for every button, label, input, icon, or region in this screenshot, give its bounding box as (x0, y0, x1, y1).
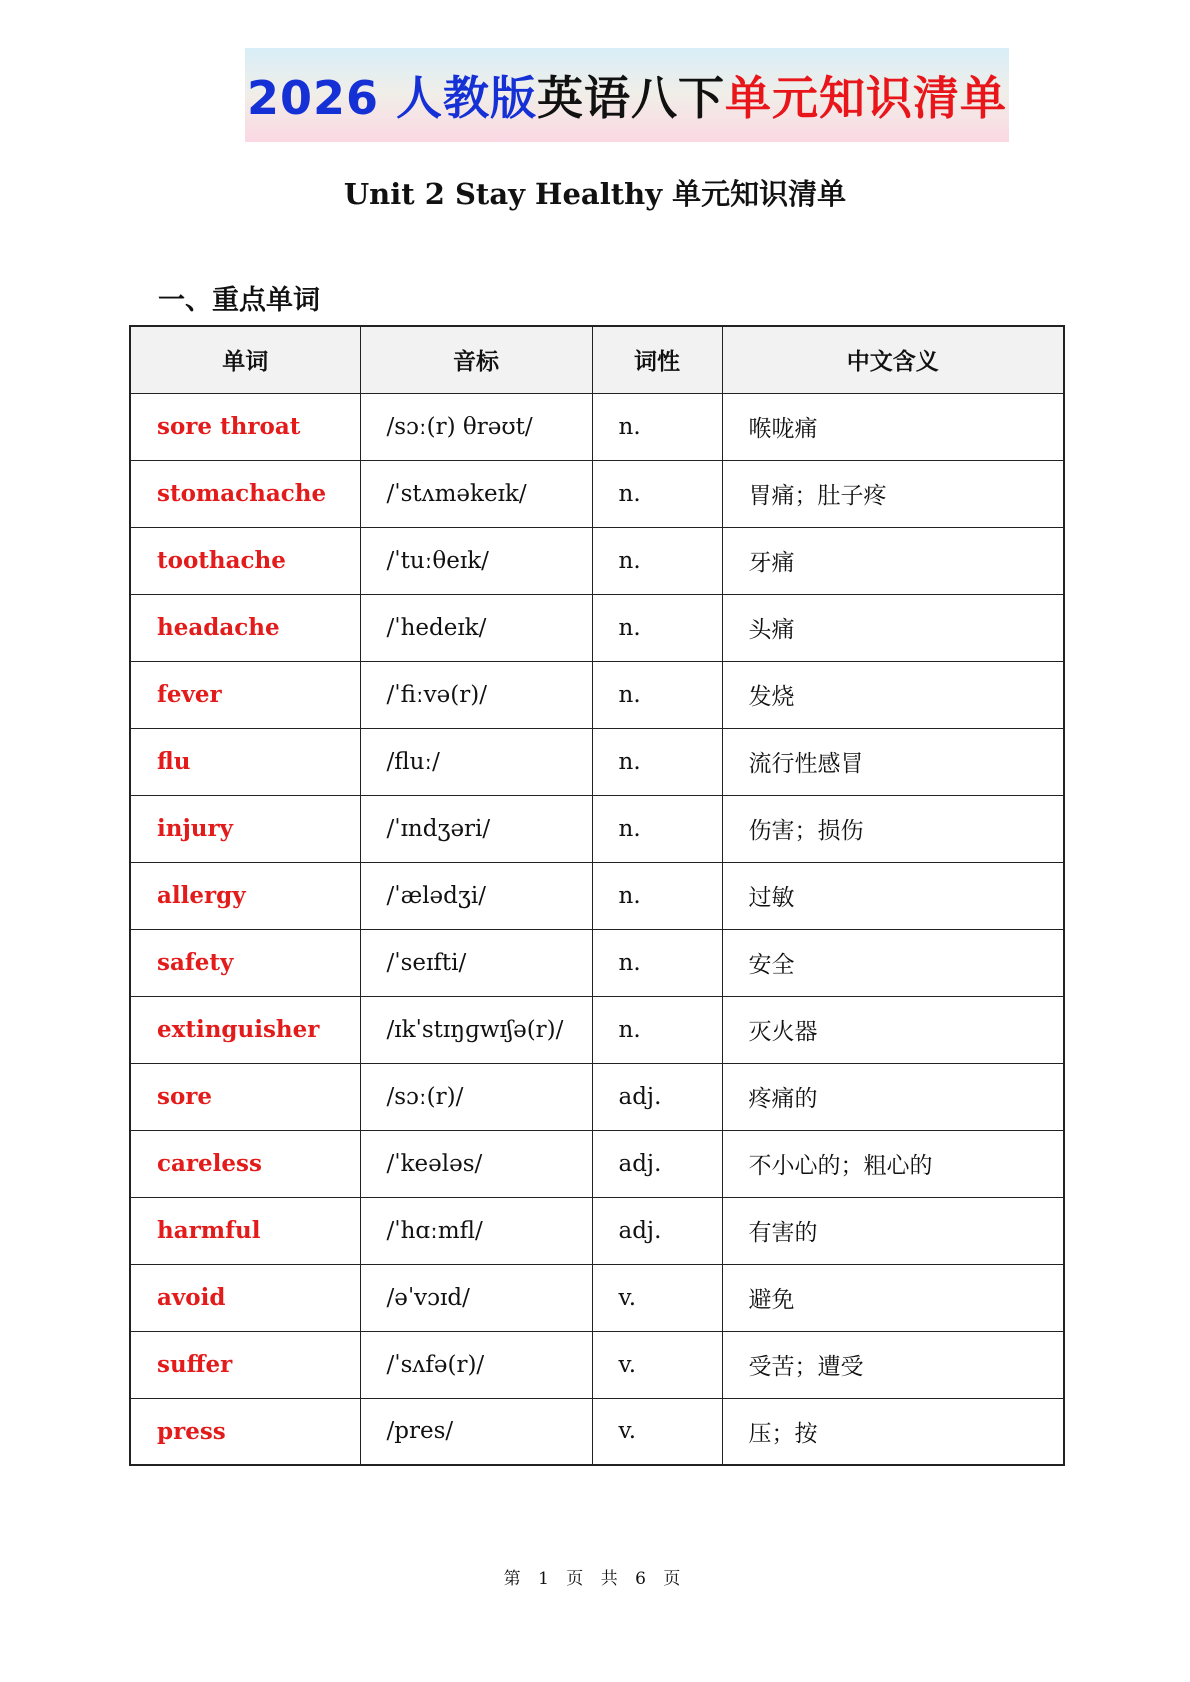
pos-cell: n. (592, 393, 722, 460)
ipa-cell: /pres/ (360, 1398, 592, 1465)
pos-cell: n. (592, 460, 722, 527)
pos-cell: adj. (592, 1063, 722, 1130)
word-cell: headache (130, 594, 360, 661)
word-cell: careless (130, 1130, 360, 1197)
pos-cell: n. (592, 996, 722, 1063)
table-row (130, 1331, 1064, 1398)
meaning-cell: 流行性感冒 (722, 728, 1064, 795)
table-row (130, 862, 1064, 929)
word-cell: press (130, 1398, 360, 1465)
ipa-cell: /ˈstʌməkeɪk/ (360, 460, 592, 527)
table-row (130, 996, 1064, 1063)
header-meaning: 中文含义 (722, 326, 1064, 393)
meaning-cell: 有害的 (722, 1197, 1064, 1264)
header-pos: 词性 (592, 326, 722, 393)
meaning-cell: 避免 (722, 1264, 1064, 1331)
word-cell: extinguisher (130, 996, 360, 1063)
pos-cell: n. (592, 594, 722, 661)
pos-cell: n. (592, 929, 722, 996)
word-cell: fever (130, 661, 360, 728)
word-cell: harmful (130, 1197, 360, 1264)
ipa-cell: /ˈsʌfə(r)/ (360, 1331, 592, 1398)
ipa-cell: /ˈɪndʒəri/ (360, 795, 592, 862)
table-row (130, 1063, 1064, 1130)
meaning-cell: 伤害；损伤 (722, 795, 1064, 862)
meaning-cell: 过敏 (722, 862, 1064, 929)
title-banner (245, 48, 1009, 142)
word-cell: toothache (130, 527, 360, 594)
header-word: 单词 (130, 326, 360, 393)
ipa-cell: /ˈælədʒi/ (360, 862, 592, 929)
meaning-cell: 安全 (722, 929, 1064, 996)
pos-cell: adj. (592, 1130, 722, 1197)
meaning-cell: 灭火器 (722, 996, 1064, 1063)
table-header-row (130, 326, 1064, 393)
ipa-cell: /ˈtuːθeɪk/ (360, 527, 592, 594)
ipa-cell: /fluː/ (360, 728, 592, 795)
meaning-cell: 胃痛；肚子疼 (722, 460, 1064, 527)
ipa-cell: /ɪkˈstɪŋɡwɪʃə(r)/ (360, 996, 592, 1063)
pos-cell: v. (592, 1398, 722, 1465)
ipa-cell: /ˈhɑːmfl/ (360, 1197, 592, 1264)
ipa-cell: /ˈkeələs/ (360, 1130, 592, 1197)
table-row (130, 929, 1064, 996)
meaning-cell: 压；按 (722, 1398, 1064, 1465)
word-cell: injury (130, 795, 360, 862)
ipa-cell: /ˈhedeɪk/ (360, 594, 592, 661)
ipa-cell: /sɔː(r) θrəʊt/ (360, 393, 592, 460)
banner-segment-list: 单元知识清单 (725, 71, 1008, 125)
word-cell: sore throat (130, 393, 360, 460)
table-row (130, 460, 1064, 527)
word-cell: avoid (130, 1264, 360, 1331)
table-row (130, 728, 1064, 795)
meaning-cell: 发烧 (722, 661, 1064, 728)
table-row (130, 1130, 1064, 1197)
document-title: Unit 2 Stay Healthy 单元知识清单 (343, 177, 847, 211)
word-cell: sore (130, 1063, 360, 1130)
pos-cell: n. (592, 661, 722, 728)
word-cell: stomachache (130, 460, 360, 527)
pos-cell: n. (592, 795, 722, 862)
pos-cell: n. (592, 862, 722, 929)
word-cell: safety (130, 929, 360, 996)
table-row (130, 795, 1064, 862)
ipa-cell: /sɔː(r)/ (360, 1063, 592, 1130)
pos-cell: adj. (592, 1197, 722, 1264)
word-cell: allergy (130, 862, 360, 929)
table-row (130, 594, 1064, 661)
table-row (130, 1197, 1064, 1264)
pos-cell: v. (592, 1264, 722, 1331)
meaning-cell: 疼痛的 (722, 1063, 1064, 1130)
ipa-cell: /ˈfiːvə(r)/ (360, 661, 592, 728)
meaning-cell: 牙痛 (722, 527, 1064, 594)
pos-cell: n. (592, 527, 722, 594)
meaning-cell: 喉咙痛 (722, 393, 1064, 460)
table-row (130, 527, 1064, 594)
ipa-cell: /ˈseɪfti/ (360, 929, 592, 996)
table-row (130, 1398, 1064, 1465)
ipa-cell: /əˈvɔɪd/ (360, 1264, 592, 1331)
page-footer: 第 1 页 共 6 页 (503, 1569, 687, 1589)
meaning-cell: 不小心的；粗心的 (722, 1130, 1064, 1197)
vocabulary-table (129, 325, 1065, 1466)
pos-cell: n. (592, 728, 722, 795)
banner-segment-edition: 2026 人教版 (246, 71, 538, 125)
section-heading: 一、重点单词 (158, 285, 320, 316)
pos-cell: v. (592, 1331, 722, 1398)
meaning-cell: 受苦；遭受 (722, 1331, 1064, 1398)
header-ipa: 音标 (360, 326, 592, 393)
table-row (130, 661, 1064, 728)
word-cell: flu (130, 728, 360, 795)
word-cell: suffer (130, 1331, 360, 1398)
banner-segment-subject: 英语八下 (537, 71, 726, 125)
table-row (130, 1264, 1064, 1331)
meaning-cell: 头痛 (722, 594, 1064, 661)
table-row (130, 393, 1064, 460)
